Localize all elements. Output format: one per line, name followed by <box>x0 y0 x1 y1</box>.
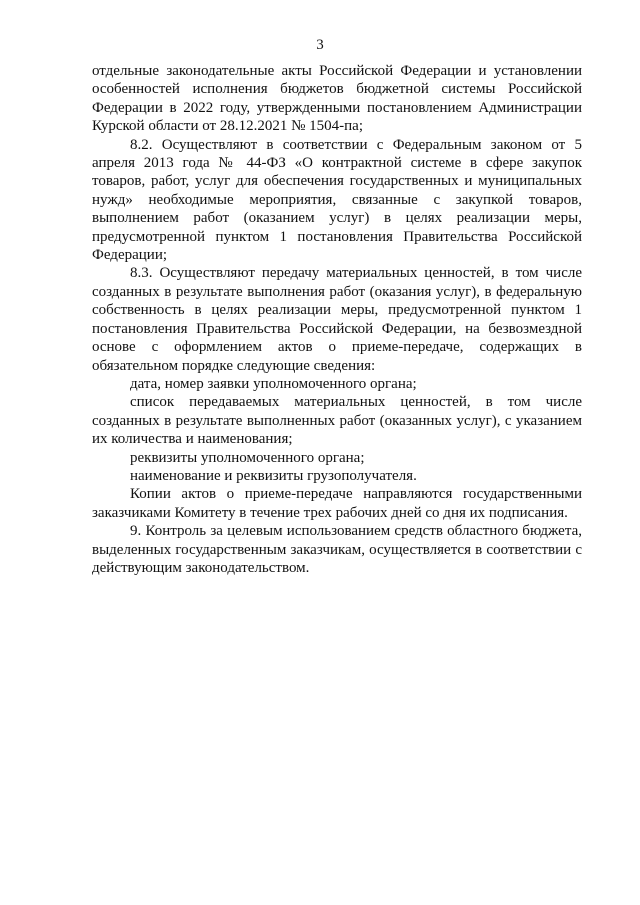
paragraph-8-3: 8.3. Осуществляют передачу материальных ценностей, в том числе созданных в результате выполнения работ (оказания услуг), в федеральную собственность в целях реализации меры, предусмотренной пунктом 1 постановления Правительства Российской Федерации, на безвозмездной основе с оформлением актов о приеме-передаче, содержащих в обязательном порядке следующие сведения: <box>92 265 582 374</box>
page-number: 3 <box>316 37 324 53</box>
document-body <box>92 62 582 577</box>
list-item-authority-details: реквизиты уполномоченного органа; <box>130 449 365 466</box>
list-item-consignee-details: наименование и реквизиты грузополучателя. <box>130 467 417 484</box>
paragraph-continuation: отдельные законодательные акты Российской Федерации и установлении особенностей исполнения бюджетов бюджетной системы Российской Федерации в 2022 году, утвержденными постановлением Администрации Курской области от 28.12.2021 № 1504-па; <box>92 63 582 135</box>
paragraph-copies-of-acts: Копии актов о приеме-передаче направляются государственными заказчиками Комитету в течение трех рабочих дней со дня их подписания. <box>92 486 582 521</box>
paragraph-9: 9. Контроль за целевым использованием средств областного бюджета, выделенных государственным заказчикам, осуществляется в соответствии с действующим законодательством. <box>92 523 582 576</box>
paragraph-8-2: 8.2. Осуществляют в соответствии с Федеральным законом от 5 апреля 2013 года № 44-ФЗ «О контрактной системе в сфере закупок товаров, работ, услуг для обеспечения государственных и муниципальных нужд» необходимые мероприятия, связанные с закупкой товаров, выполнением работ (оказанием услуг) в целях реализации меры, предусмотренной пунктом 1 постановления Правительства Российской Федерации; <box>92 136 582 264</box>
list-item-assets-list: список передаваемых материальных ценностей, в том числе созданных в результате выполненных работ (оказанных услуг), с указанием их количества и наименования; <box>92 394 582 448</box>
list-item-application-date: дата, номер заявки уполномоченного органа; <box>130 375 417 392</box>
